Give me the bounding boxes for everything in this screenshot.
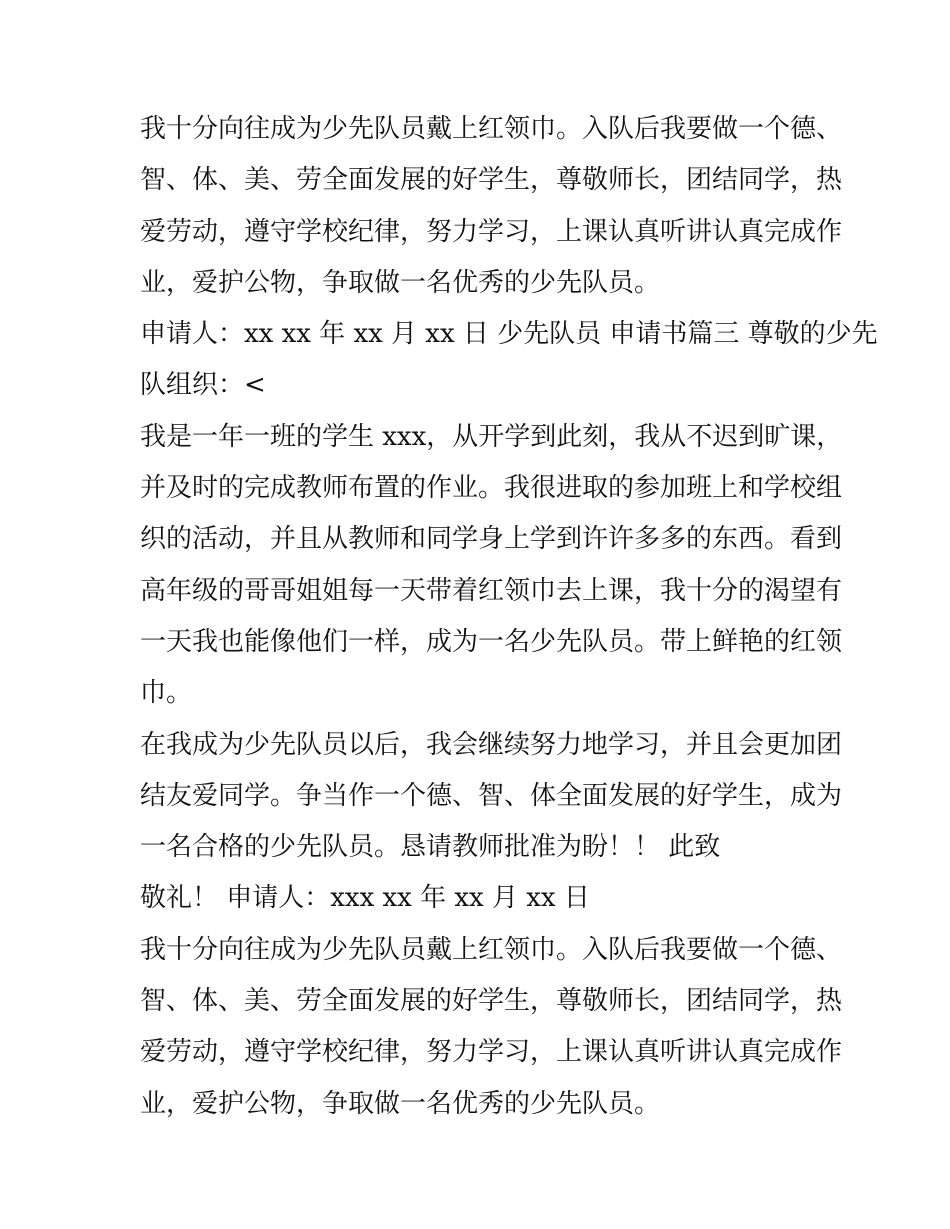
text-line: 申请人：xx xx 年 xx 月 xx 日 少先队员 申请书篇三 尊敬的少先: [140, 319, 878, 350]
text-line: 爱劳动，遵守学校纪律，努力学习，上课认真听讲认真完成作: [140, 216, 843, 247]
text-line: 我十分向往成为少先队员戴上红领巾。入队后我要做一个德、: [140, 114, 843, 144]
text-line: 巾。: [140, 678, 193, 709]
text-line: 织的活动，并且从教师和同学身上学到许许多多的东西。看到: [140, 524, 843, 555]
text-line: 我十分向往成为少先队员戴上红领巾。入队后我要做一个德、: [140, 934, 843, 965]
text-line: 爱劳动，遵守学校纪律，努力学习，上课认真听讲认真完成作: [140, 1037, 843, 1068]
text-line: 一名合格的少先队员。恳请教师批准为盼！！ 此致: [140, 832, 721, 863]
text-line: 并及时的完成教师布置的作业。我很进取的参加班上和学校组: [140, 473, 843, 504]
text-line: 业，爱护公物，争取做一名优秀的少先队员。: [140, 267, 661, 298]
text-line: 队组织：<: [140, 370, 266, 401]
text-line: 在我成为少先队员以后，我会继续努力地学习，并且会更加团: [140, 729, 843, 760]
text-line: 敬礼！ 申请人：xxx xx 年 xx 月 xx 日: [140, 883, 590, 914]
text-line: 智、体、美、劳全面发展的好学生，尊敬师长，团结同学，热: [140, 986, 843, 1017]
text-line: 高年级的哥哥姐姐每一天带着红领巾去上课，我十分的渴望有: [140, 575, 843, 606]
text-line: 结友爱同学。争当作一个德、智、体全面发展的好学生，成为: [140, 780, 843, 811]
text-line: 业，爱护公物，争取做一名优秀的少先队员。: [140, 1088, 661, 1119]
text-line: 一天我也能像他们一样，成为一名少先队员。带上鲜艳的红领: [140, 626, 843, 657]
text-line: 智、体、美、劳全面发展的好学生，尊敬师长，团结同学，热: [140, 165, 843, 196]
document-body: [140, 104, 878, 1130]
text-line: 我是一年一班的学生 xxx，从开学到此刻，我从不迟到旷课，: [140, 421, 843, 452]
